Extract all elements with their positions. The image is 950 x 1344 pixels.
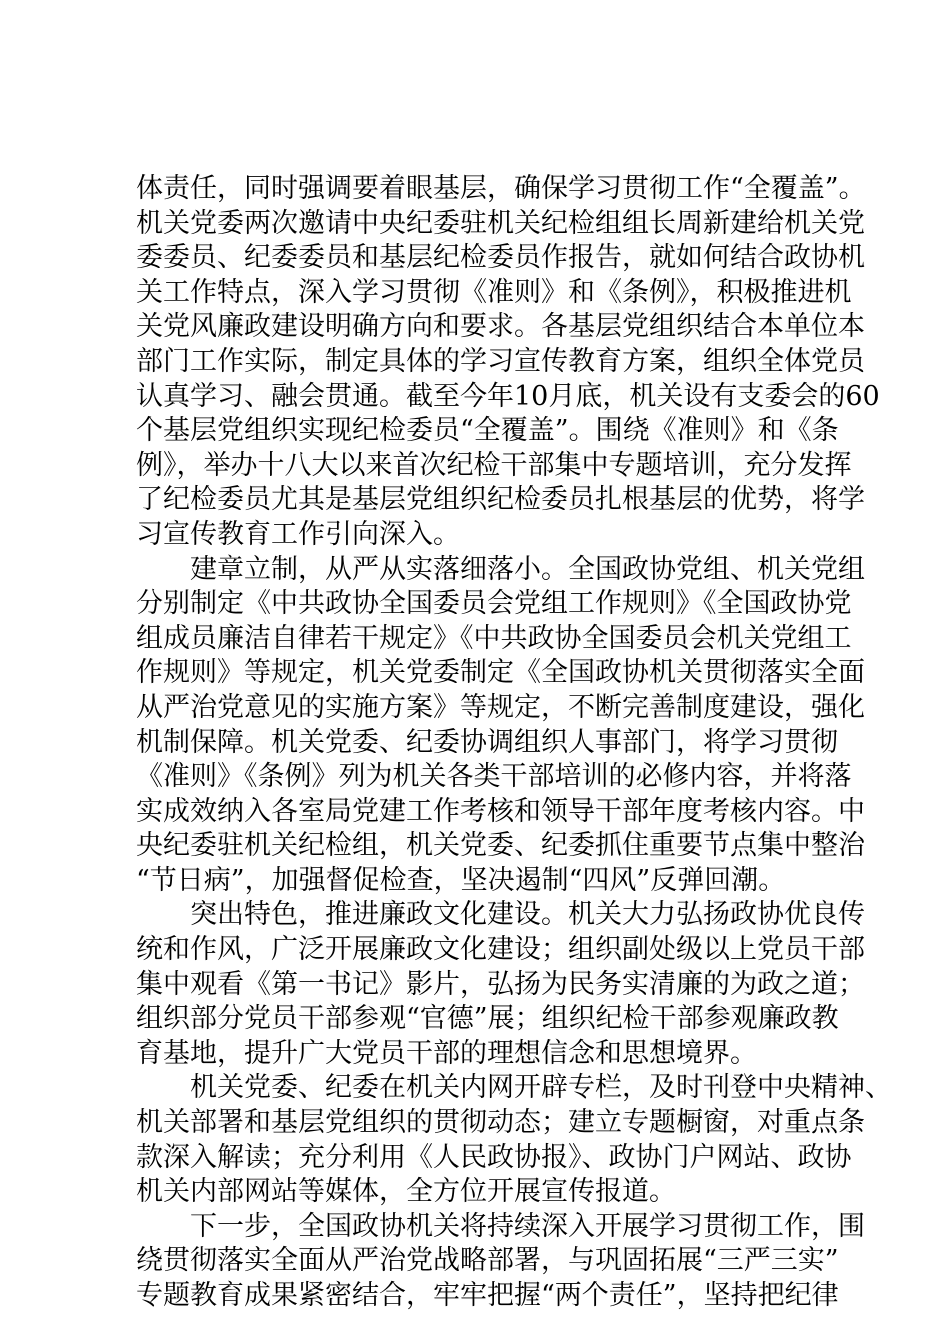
text-line: 实成效纳入各室局党建工作考核和领导干部年度考核内容。中 (136, 795, 865, 827)
text-line: 绕贯彻落实全面从严治党战略部署，与巩固拓展“三严三实” (136, 1245, 839, 1277)
text-line: 机关党委、纪委在机关内网开辟专栏，及时刊登中央精神、 (190, 1072, 892, 1104)
text-line: 统和作风，广泛开展廉政文化建设；组织副处级以上党员干部 (136, 934, 865, 966)
text-line: 机制保障。机关党委、纪委协调组织人事部门，将学习贯彻 (136, 726, 838, 758)
text-line: 机关部署和基层党组织的贯彻动态；建立专题橱窗，对重点条 (136, 1107, 865, 1139)
text-line: 习宣传教育工作引向深入。 (136, 518, 460, 550)
text-line: 从严治党意见的实施方案》等规定，不断完善制度建设，强化 (136, 691, 865, 723)
text-line: 央纪委驻机关纪检组，机关党委、纪委抓住重要节点集中整治 (136, 830, 865, 862)
text-line: 了纪检委员尤其是基层党组织纪检委员扎根基层的优势，将学 (136, 484, 865, 516)
text-line: 组织部分党员干部参观“官德”展；组织纪检干部参观廉政教 (136, 1003, 839, 1035)
text-line: 个基层党组织实现纪检委员“全覆盖”。围绕《准则》和《条 (136, 415, 839, 447)
text-line: 专题教育成果紧密结合，牢牢把握“两个责任”，坚持把纪律 (136, 1280, 839, 1311)
text-line: “节日病”，加强督促检查，坚决遏制“四风”反弹回潮。 (136, 864, 786, 896)
text-line: 建章立制，从严从实落细落小。全国政协党组、机关党组 (190, 553, 865, 585)
text-line: 突出特色，推进廉政文化建设。机关大力弘扬政协优良传 (190, 899, 865, 931)
text-line: 例》，举办十八大以来首次纪检干部集中专题培训，充分发挥 (136, 449, 852, 481)
text-line: 关党风廉政建设明确方向和要求。各基层党组织结合本单位本 (136, 311, 865, 343)
text-line: 组成员廉洁自律若干规定》《中共政协全国委员会机关党组工 (136, 622, 852, 654)
text-line: 下一步，全国政协机关将持续深入开展学习贯彻工作，围 (190, 1210, 865, 1242)
text-line: 《准则》《条例》列为机关各类干部培训的必修内容，并将落 (136, 761, 852, 793)
text-line: 部门工作实际，制定具体的学习宣传教育方案，组织全体党员 (136, 345, 865, 377)
text-line: 育基地，提升广大党员干部的理想信念和思想境界。 (136, 1037, 757, 1069)
text-line: 作规则》等规定，机关党委制定《全国政协机关贯彻落实全面 (136, 657, 865, 689)
text-line: 关工作特点，深入学习贯彻《准则》和《条例》，积极推进机 (136, 276, 852, 308)
text-line: 委委员、纪委委员和基层纪检委员作报告，就如何结合政协机 (136, 242, 865, 274)
text-line: 体责任，同时强调要着眼基层，确保学习贯彻工作“全覆盖”。 (136, 173, 866, 204)
document-body (136, 172, 892, 1314)
text-line: 认真学习、融会贯通。截至今年10月底，机关设有支委会的60 (136, 380, 880, 412)
text-line: 分别制定《中共政协全国委员会党组工作规则》《全国政协党 (136, 588, 852, 620)
text-line: 集中观看《第一书记》影片，弘扬为民务实清廉的为政之道； (136, 968, 865, 1000)
text-line: 机关内部网站等媒体，全方位开展宣传报道。 (136, 1176, 676, 1208)
text-line: 机关党委两次邀请中央纪委驻机关纪检组组长周新建给机关党 (136, 207, 865, 239)
text-line: 款深入解读；充分利用《人民政协报》、政协门户网站、政协 (136, 1141, 852, 1173)
